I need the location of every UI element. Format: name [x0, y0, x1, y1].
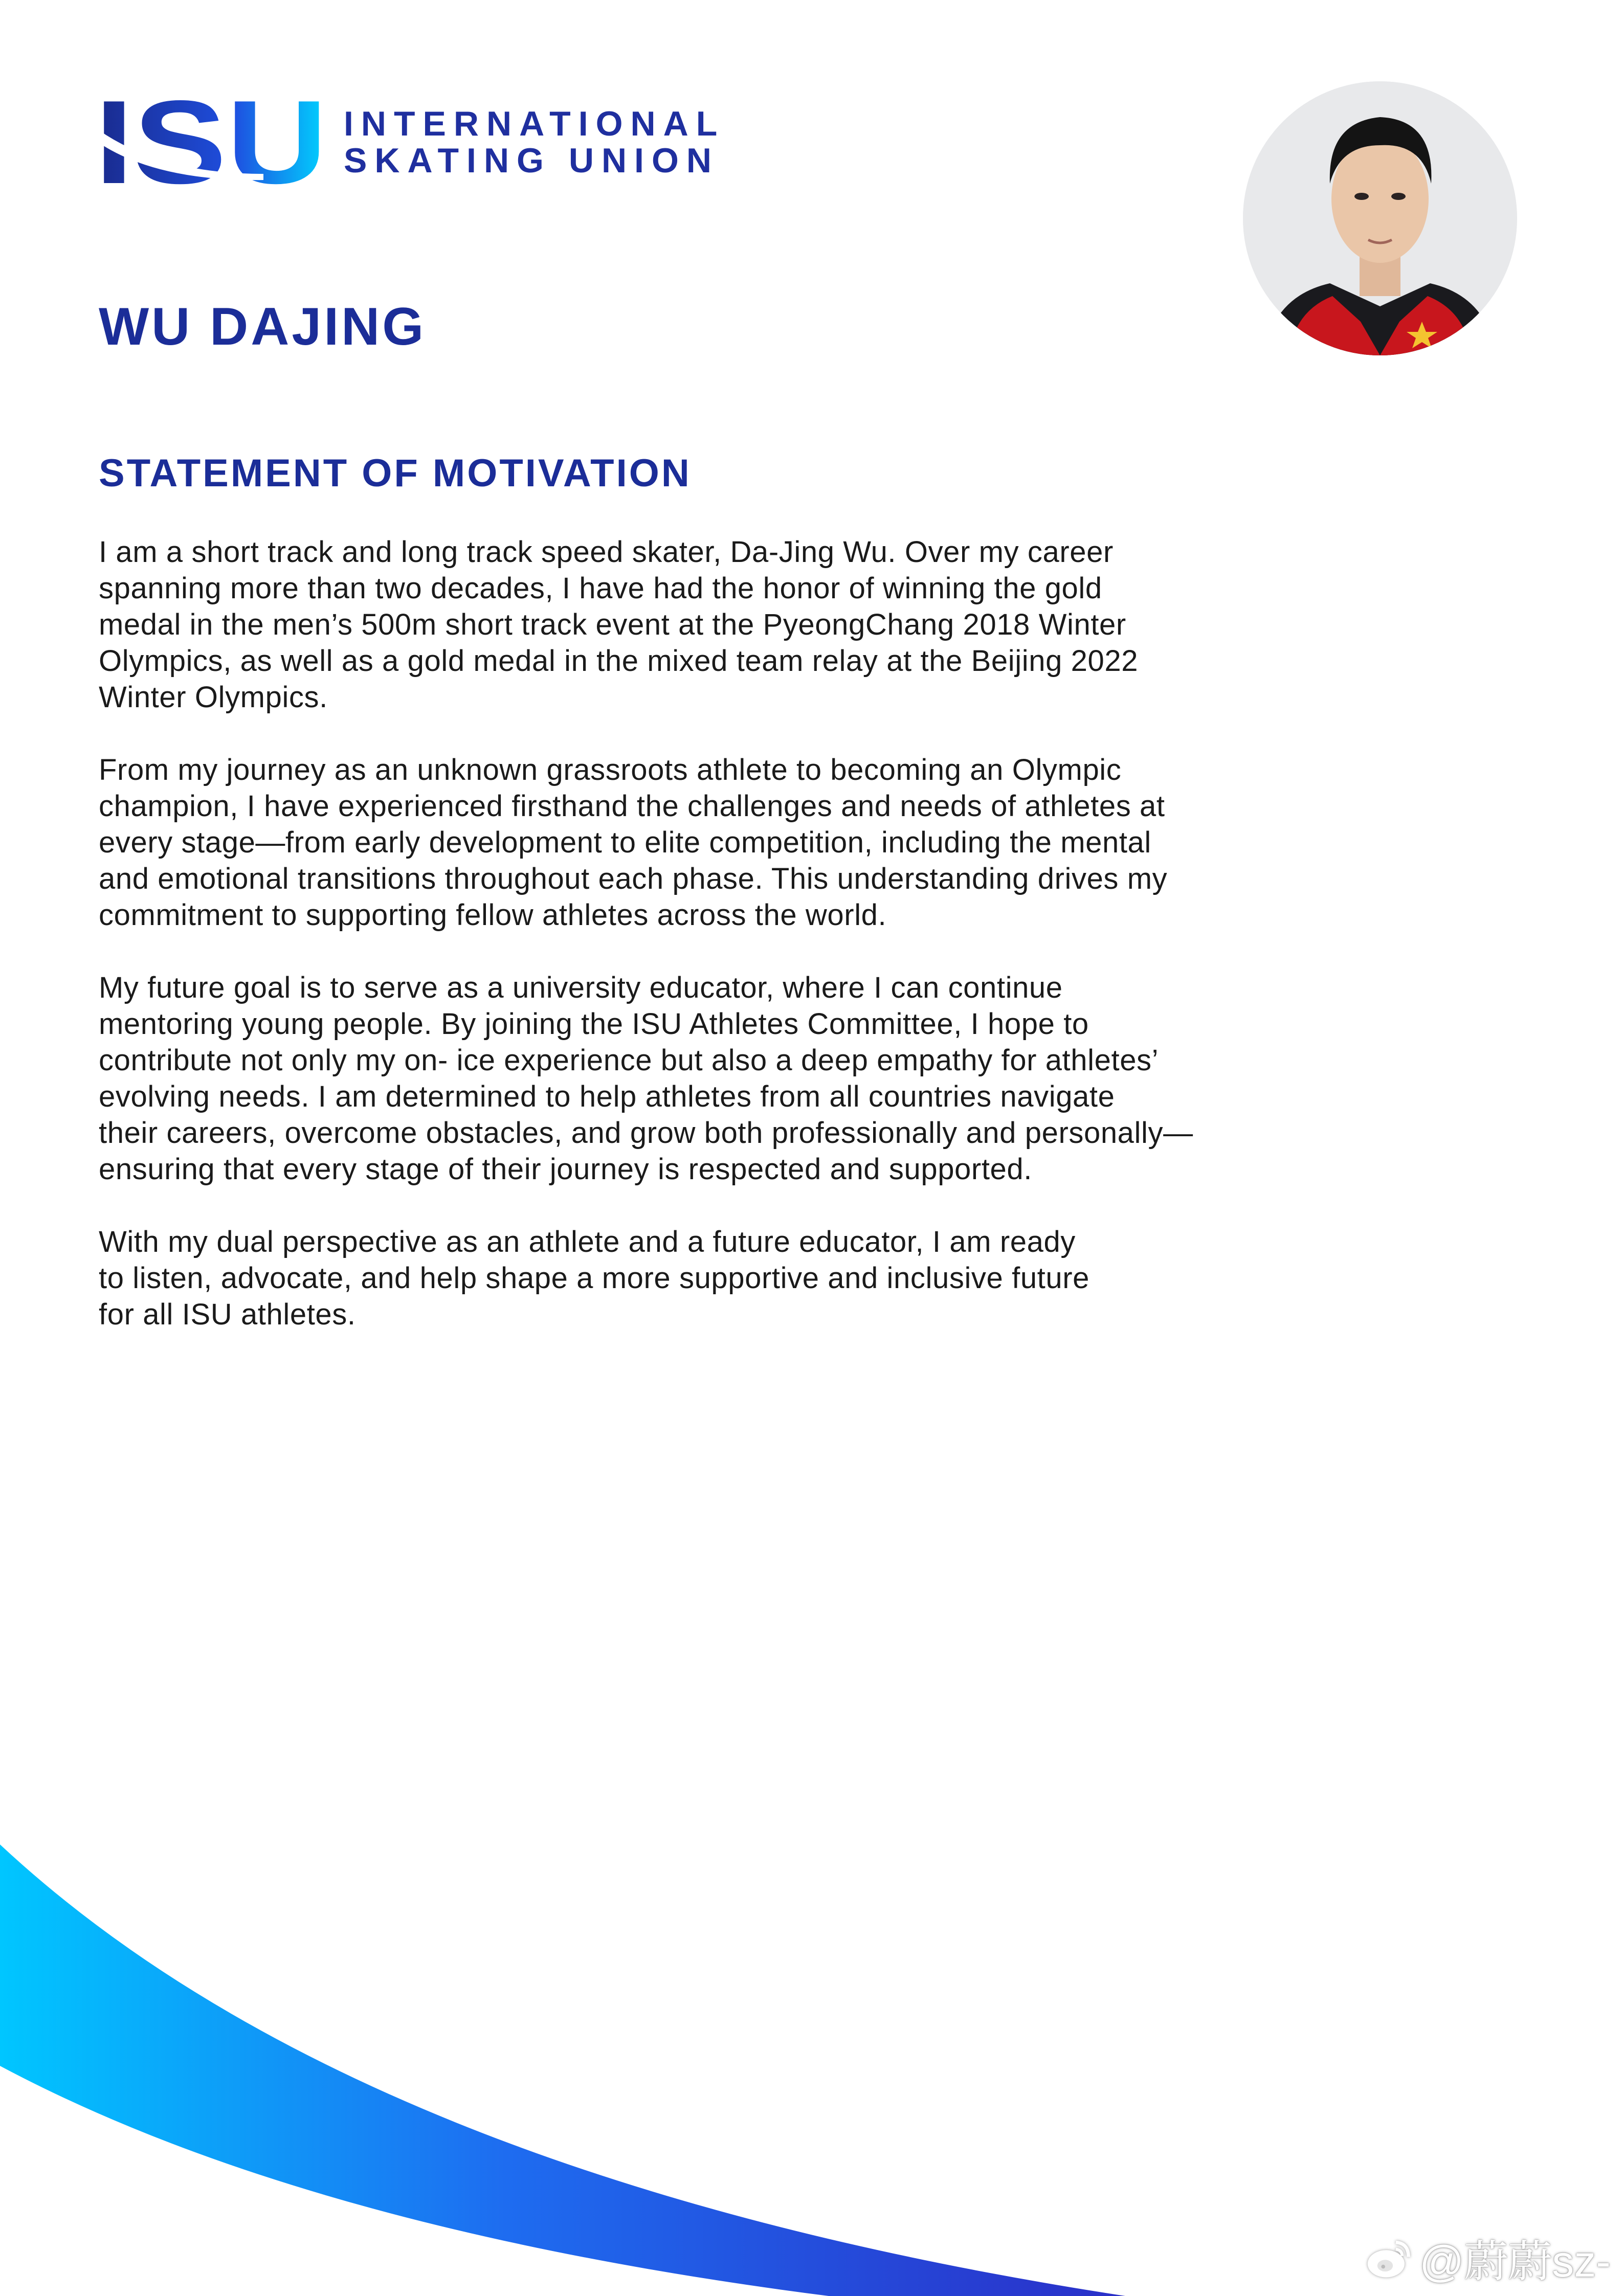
athlete-portrait-icon — [1243, 81, 1517, 355]
svg-text:ISU: ISU — [95, 97, 327, 187]
paragraph — [99, 752, 1193, 933]
text-line: Olympics, as well as a gold medal in the mixed team relay at the Beijing 2022 — [99, 644, 1139, 678]
statement-body — [99, 534, 1193, 1369]
athlete-photo — [1243, 81, 1517, 355]
text-line: medal in the men’s 500m short track event at the PyeongChang 2018 Winter — [99, 608, 1126, 641]
watermark-text: @蔚蔚sz- — [1419, 2237, 1611, 2286]
text-line: With my dual perspective as an athlete and a future educator, I am ready — [99, 1225, 1076, 1258]
isu-logo-mark — [95, 97, 330, 187]
watermark — [1366, 2232, 1611, 2286]
paragraph — [99, 970, 1193, 1187]
text-line: My future goal is to serve as a university educator, where I can continue — [99, 971, 1063, 1004]
text-line: to listen, advocate, and help shape a more supportive and inclusive future — [99, 1262, 1090, 1295]
logo-text-international: INTERNATIONAL — [344, 104, 725, 143]
decorative-wave — [0, 1790, 1624, 2296]
text-line: for all ISU athletes. — [99, 1298, 356, 1331]
text-line: and emotional transitions throughout each phase. This understanding drives my — [99, 862, 1168, 895]
text-line: their careers, overcome obstacles, and grow both professionally and personally— — [99, 1116, 1193, 1150]
text-line: commitment to supporting fellow athletes across the world. — [99, 898, 887, 932]
text-line: From my journey as an unknown grassroots athlete to becoming an Olympic — [99, 753, 1122, 786]
weibo-icon — [1366, 2234, 1414, 2282]
text-line: I am a short track and long track speed skater, Da-Jing Wu. Over my career — [99, 535, 1114, 569]
text-line: contribute not only my on- ice experience but also a deep empathy for athletes’ — [99, 1044, 1159, 1077]
text-line: champion, I have experienced firsthand the challenges and needs of athletes at — [99, 790, 1165, 823]
text-line: evolving needs. I am determined to help athletes from all countries navigate — [99, 1080, 1115, 1113]
text-line: every stage—from early development to elite competition, including the mental — [99, 826, 1151, 859]
text-line: spanning more than two decades, I have had the honor of winning the gold — [99, 572, 1102, 605]
logo-text-skating-union: SKATING UNION — [344, 141, 719, 180]
paragraph — [99, 1224, 1193, 1333]
paragraph — [99, 534, 1193, 715]
text-line: ensuring that every stage of their journey is respected and supported. — [99, 1153, 1032, 1186]
text-line: mentoring young people. By joining the ISU Athletes Committee, I hope to — [99, 1007, 1089, 1041]
athlete-name: WU DAJING — [99, 297, 427, 356]
section-heading: STATEMENT OF MOTIVATION — [99, 452, 692, 495]
text-line: Winter Olympics. — [99, 681, 328, 714]
